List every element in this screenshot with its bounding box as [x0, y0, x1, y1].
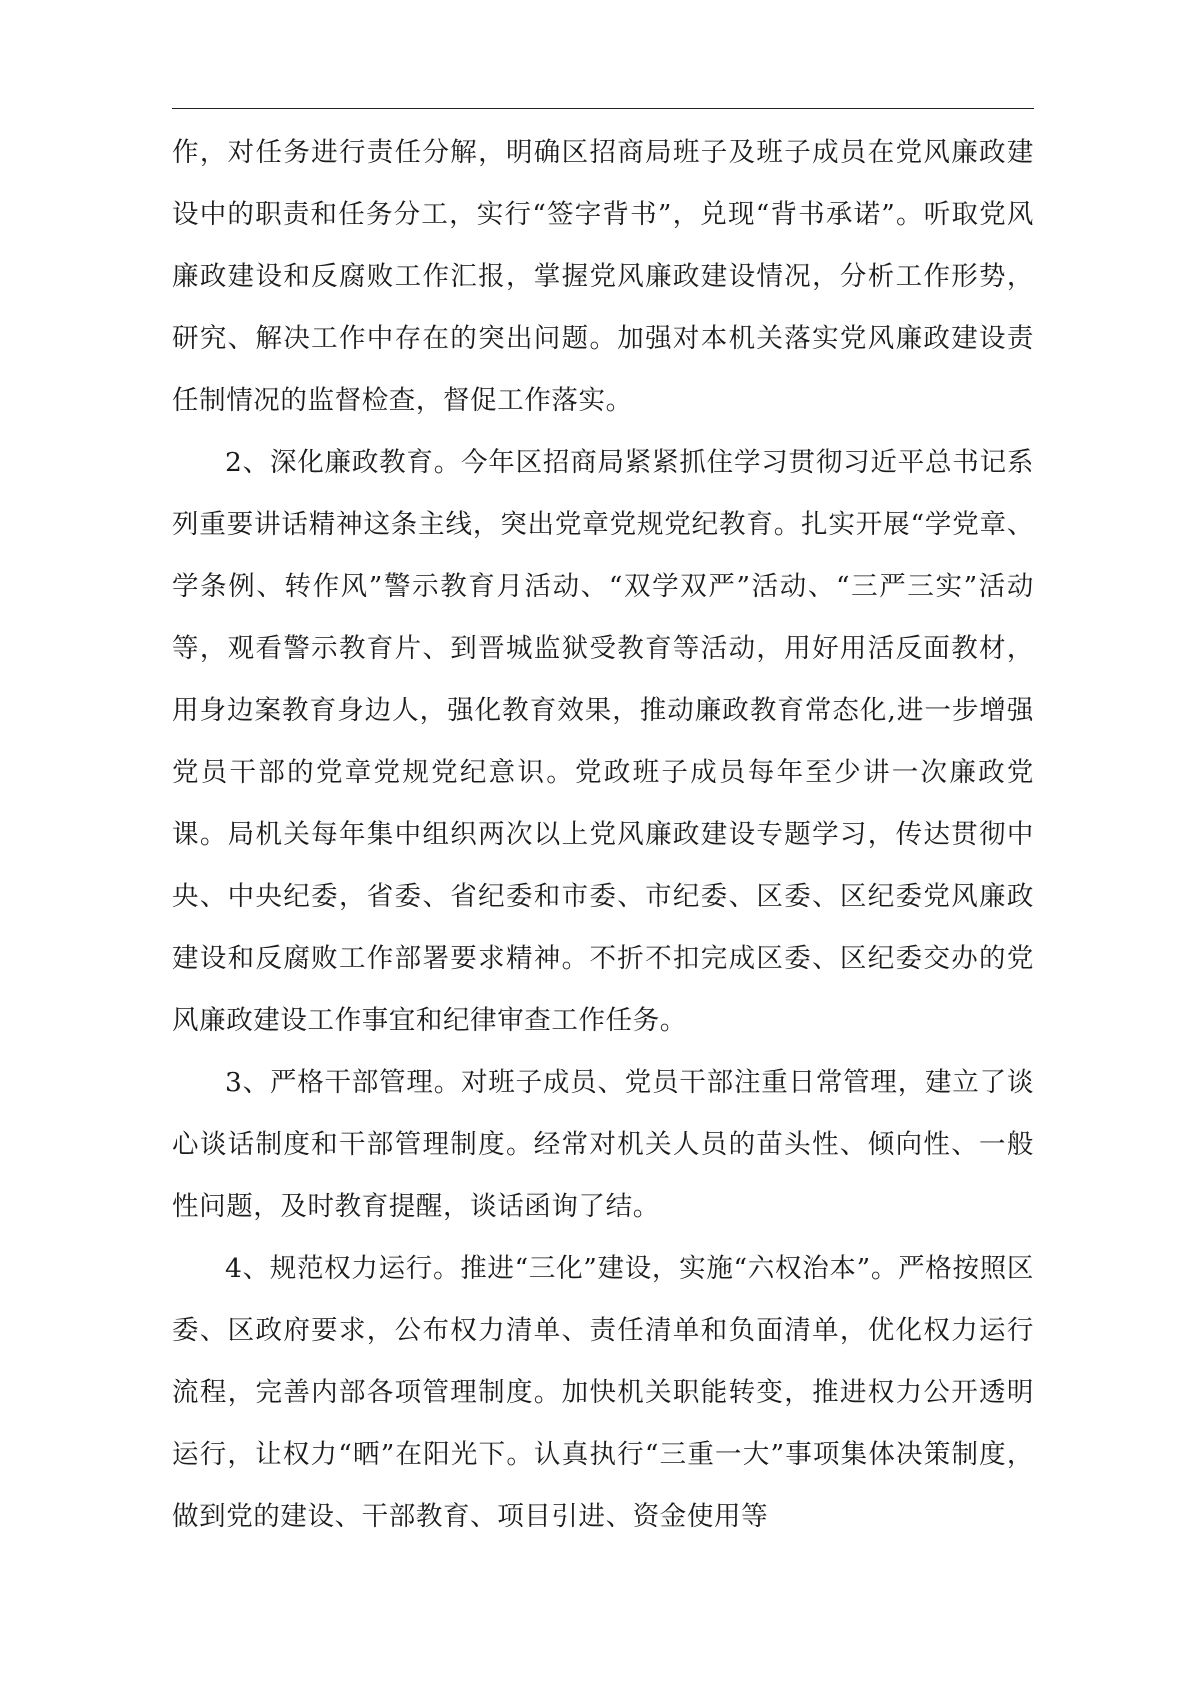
paragraph-cadre-management: 3、严格干部管理。对班子成员、党员干部注重日常管理，建立了谈心谈话制度和干部管理制度。经常对机关人员的苗头性、倾向性、一般性问题，及时教育提醒，谈话函询了结。	[172, 1067, 1034, 1222]
paragraph-integrity-education: 2、深化廉政教育。今年区招商局紧紧抓住学习贯彻习近平总书记系列重要讲话精神这条主线，突出党章党规党纪教育。扎实开展“学党章、学条例、转作风”警示教育月活动、“双学双严”活动、“三严三实”活动等，观看警示教育片、到晋城监狱受教育等活动，用好用活反面教材，用身边案教育身边人，强化教育效果，推动廉政教育常态化,进一步增强党员干部的党章党规党纪意识。党政班子成员每年至少讲一次廉政党课。局机关每年集中组织两次以上党风廉政建设专题学习，传达贯彻中央、中央纪委，省委、省纪委和市委、市纪委、区委、区纪委党风廉政建设和反腐败工作部署要求精神。不折不扣完成区委、区纪委交办的党风廉政建设工作事宜和纪律审查工作任务。	[172, 447, 1034, 1036]
header-rule	[172, 108, 1034, 109]
document-body	[172, 122, 1034, 1548]
paragraph-continued-duties: 作，对任务进行责任分解，明确区招商局班子及班子成员在党风廉政建设中的职责和任务分工，实行“签字背书”，兑现“背书承诺”。听取党风廉政建设和反腐败工作汇报，掌握党风廉政建设情况，分析工作形势，研究、解决工作中存在的突出问题。加强对本机关落实党风廉政建设责任制情况的监督检查，督促工作落实。	[172, 137, 1034, 416]
paragraph-power-operation: 4、规范权力运行。推进“三化”建设，实施“六权治本”。严格按照区委、区政府要求，公布权力清单、责任清单和负面清单，优化权力运行流程，完善内部各项管理制度。加快机关职能转变，推进权力公开透明运行，让权力“晒”在阳光下。认真执行“三重一大”事项集体决策制度，做到党的建设、干部教育、项目引进、资金使用等	[172, 1253, 1034, 1532]
